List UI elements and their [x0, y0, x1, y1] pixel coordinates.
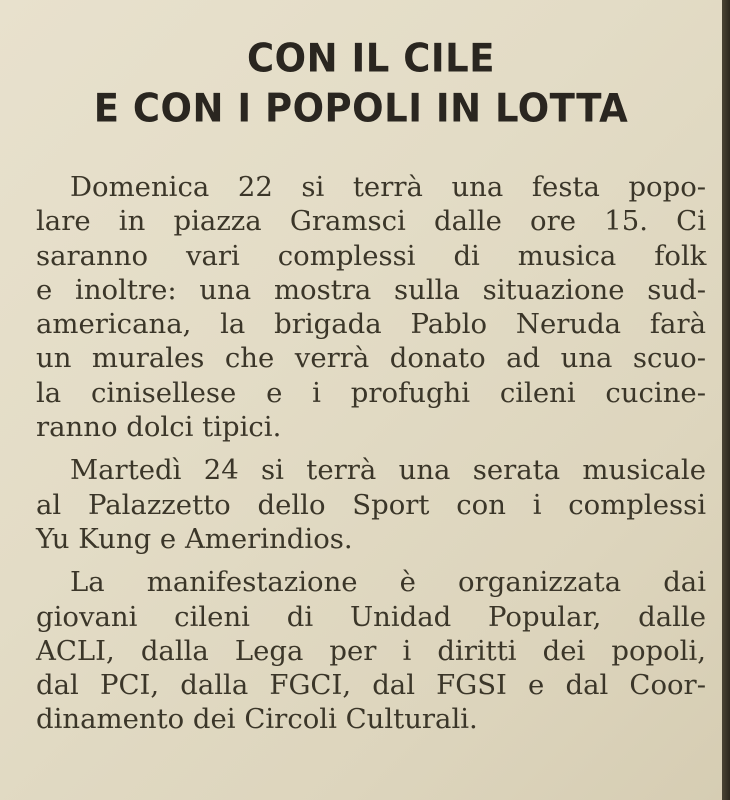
text-line: americana, la brigada Pablo Neruda farà: [36, 308, 706, 341]
text-line: ACLI, dalla Lega per i diritti dei popoli,: [36, 634, 706, 667]
article-body: [36, 170, 706, 737]
text-line: dal PCI, dalla FGCI, dal FGSI e dal Coor-: [36, 669, 706, 702]
clipping-edge-shadow: [722, 0, 730, 800]
text-line: Martedì 24 si terrà una serata musicale: [70, 454, 706, 487]
text-line: lare in piazza Gramsci dalle ore 15. Ci: [36, 205, 706, 238]
text-line: e inoltre: una mostra sulla situazione sud-: [36, 273, 706, 306]
headline: [0, 34, 722, 134]
text-line: la cinisellese e i profughi cileni cucine-: [36, 376, 706, 409]
text-line: dinamento dei Circoli Culturali.: [36, 703, 478, 736]
headline-line-1: CON IL CILE: [247, 35, 495, 82]
text-line: un murales che verrà donato ad una scuo-: [36, 342, 706, 375]
text-line: La manifestazione è organizzata dai: [70, 566, 706, 599]
text-line: ranno dolci tipici.: [36, 411, 282, 444]
text-line: saranno vari complessi di musica folk: [36, 239, 707, 272]
text-line: Yu Kung e Amerindios.: [36, 522, 353, 555]
paragraph-3: [36, 565, 706, 736]
text-line: Domenica 22 si terrà una festa popo-: [70, 171, 707, 203]
paragraph-2: [36, 453, 706, 556]
text-line: al Palazzetto dello Sport con i complessi: [36, 488, 706, 521]
headline-line-2: E CON I POPOLI IN LOTTA: [93, 85, 629, 132]
paragraph-1: [36, 170, 706, 444]
text-line: giovani cileni di Unidad Popular, dalle: [36, 600, 706, 633]
